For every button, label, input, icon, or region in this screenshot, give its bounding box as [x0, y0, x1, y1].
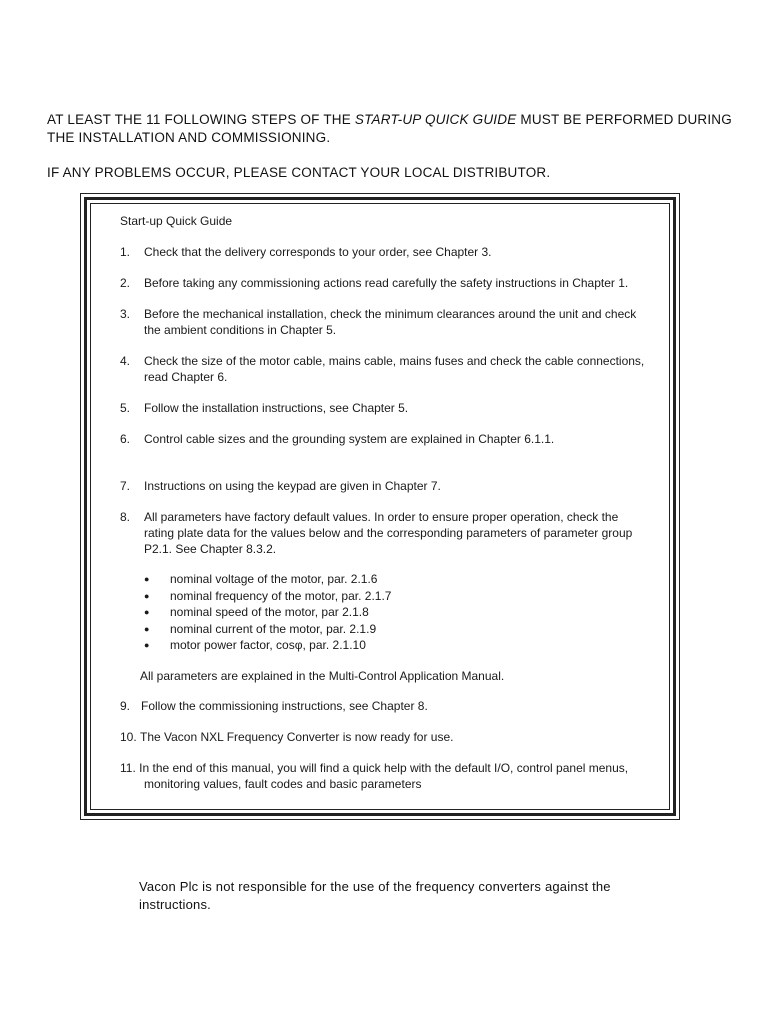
step-3: 3. Before the mechanical installation, check the minimum clearances around the unit and check the ambient conditions in Chapter 5. — [120, 307, 637, 337]
list-item: ● nominal voltage of the motor, par. 2.1.6 — [144, 572, 378, 586]
step-9: 9. Follow the commissioning instructions, see Chapter 8. — [120, 698, 428, 713]
guide-title: Start-up Quick Guide — [120, 214, 233, 228]
step-4: 4. Check the size of the motor cable, mains cable, mains fuses and check the cable connections, read Chapter 6. — [120, 354, 645, 384]
bullet-icon: ● — [144, 574, 150, 584]
bullet-icon: ● — [144, 590, 150, 601]
quick-guide — [120, 213, 650, 807]
step-11: 11. In the end of this manual, you will find a quick help with the default I/O, control panel menus, monitoring values, fault codes and basic parameters — [120, 760, 629, 791]
step-2: 2. Before taking any commissioning actions read carefully the safety instructions in Chapter 1. — [120, 276, 629, 290]
step-10: 10. The Vacon NXL Frequency Converter is now ready for use. — [120, 729, 454, 744]
rating-plate-parameters — [144, 571, 650, 654]
list-item: ● nominal frequency of the motor, par. 2.1.7 — [144, 588, 392, 603]
bullet-icon: ● — [144, 623, 150, 634]
step-6: 6. Control cable sizes and the grounding system are explained in Chapter 6.1.1. — [120, 432, 555, 446]
step-1: 1. Check that the delivery corresponds to your order, see Chapter 3. — [120, 245, 492, 259]
manual-note: All parameters are explained in the Multi-Control Application Manual. — [140, 668, 505, 683]
disclaimer: Vacon Plc is not responsible for the use of the frequency converters against the instructions. — [139, 879, 611, 912]
step-8: 8. All parameters have factory default values. In order to ensure proper operation, check the rating plate data for the values below and the corresponding parameters of parameter group P2.1. See Chapter 8.3.2. — [120, 510, 633, 556]
step-7: 7. Instructions on using the keypad are given in Chapter 7. — [120, 479, 441, 493]
intro-block — [47, 111, 737, 182]
list-item: ● nominal speed of the motor, par 2.1.8 — [144, 605, 369, 619]
intro-contact: IF ANY PROBLEMS OCCUR, PLEASE CONTACT YOUR LOCAL DISTRIBUTOR. — [47, 165, 551, 180]
bullet-icon: ● — [144, 607, 150, 617]
intro-guide-title: START-UP QUICK GUIDE — [354, 112, 517, 127]
intro-requirement: AT LEAST THE 11 FOLLOWING STEPS OF THE START-UP QUICK GUIDE MUST BE PERFORMED DURING THE INSTALLATION AND COMMISSIONING. — [47, 112, 732, 145]
list-item: ● nominal current of the motor, par. 2.1.9 — [144, 621, 377, 636]
step-5: 5. Follow the installation instructions, see Chapter 5. — [120, 401, 409, 415]
list-item: ● motor power factor, cosφ, par. 2.1.10 — [144, 638, 366, 652]
bullet-icon: ● — [144, 640, 150, 650]
